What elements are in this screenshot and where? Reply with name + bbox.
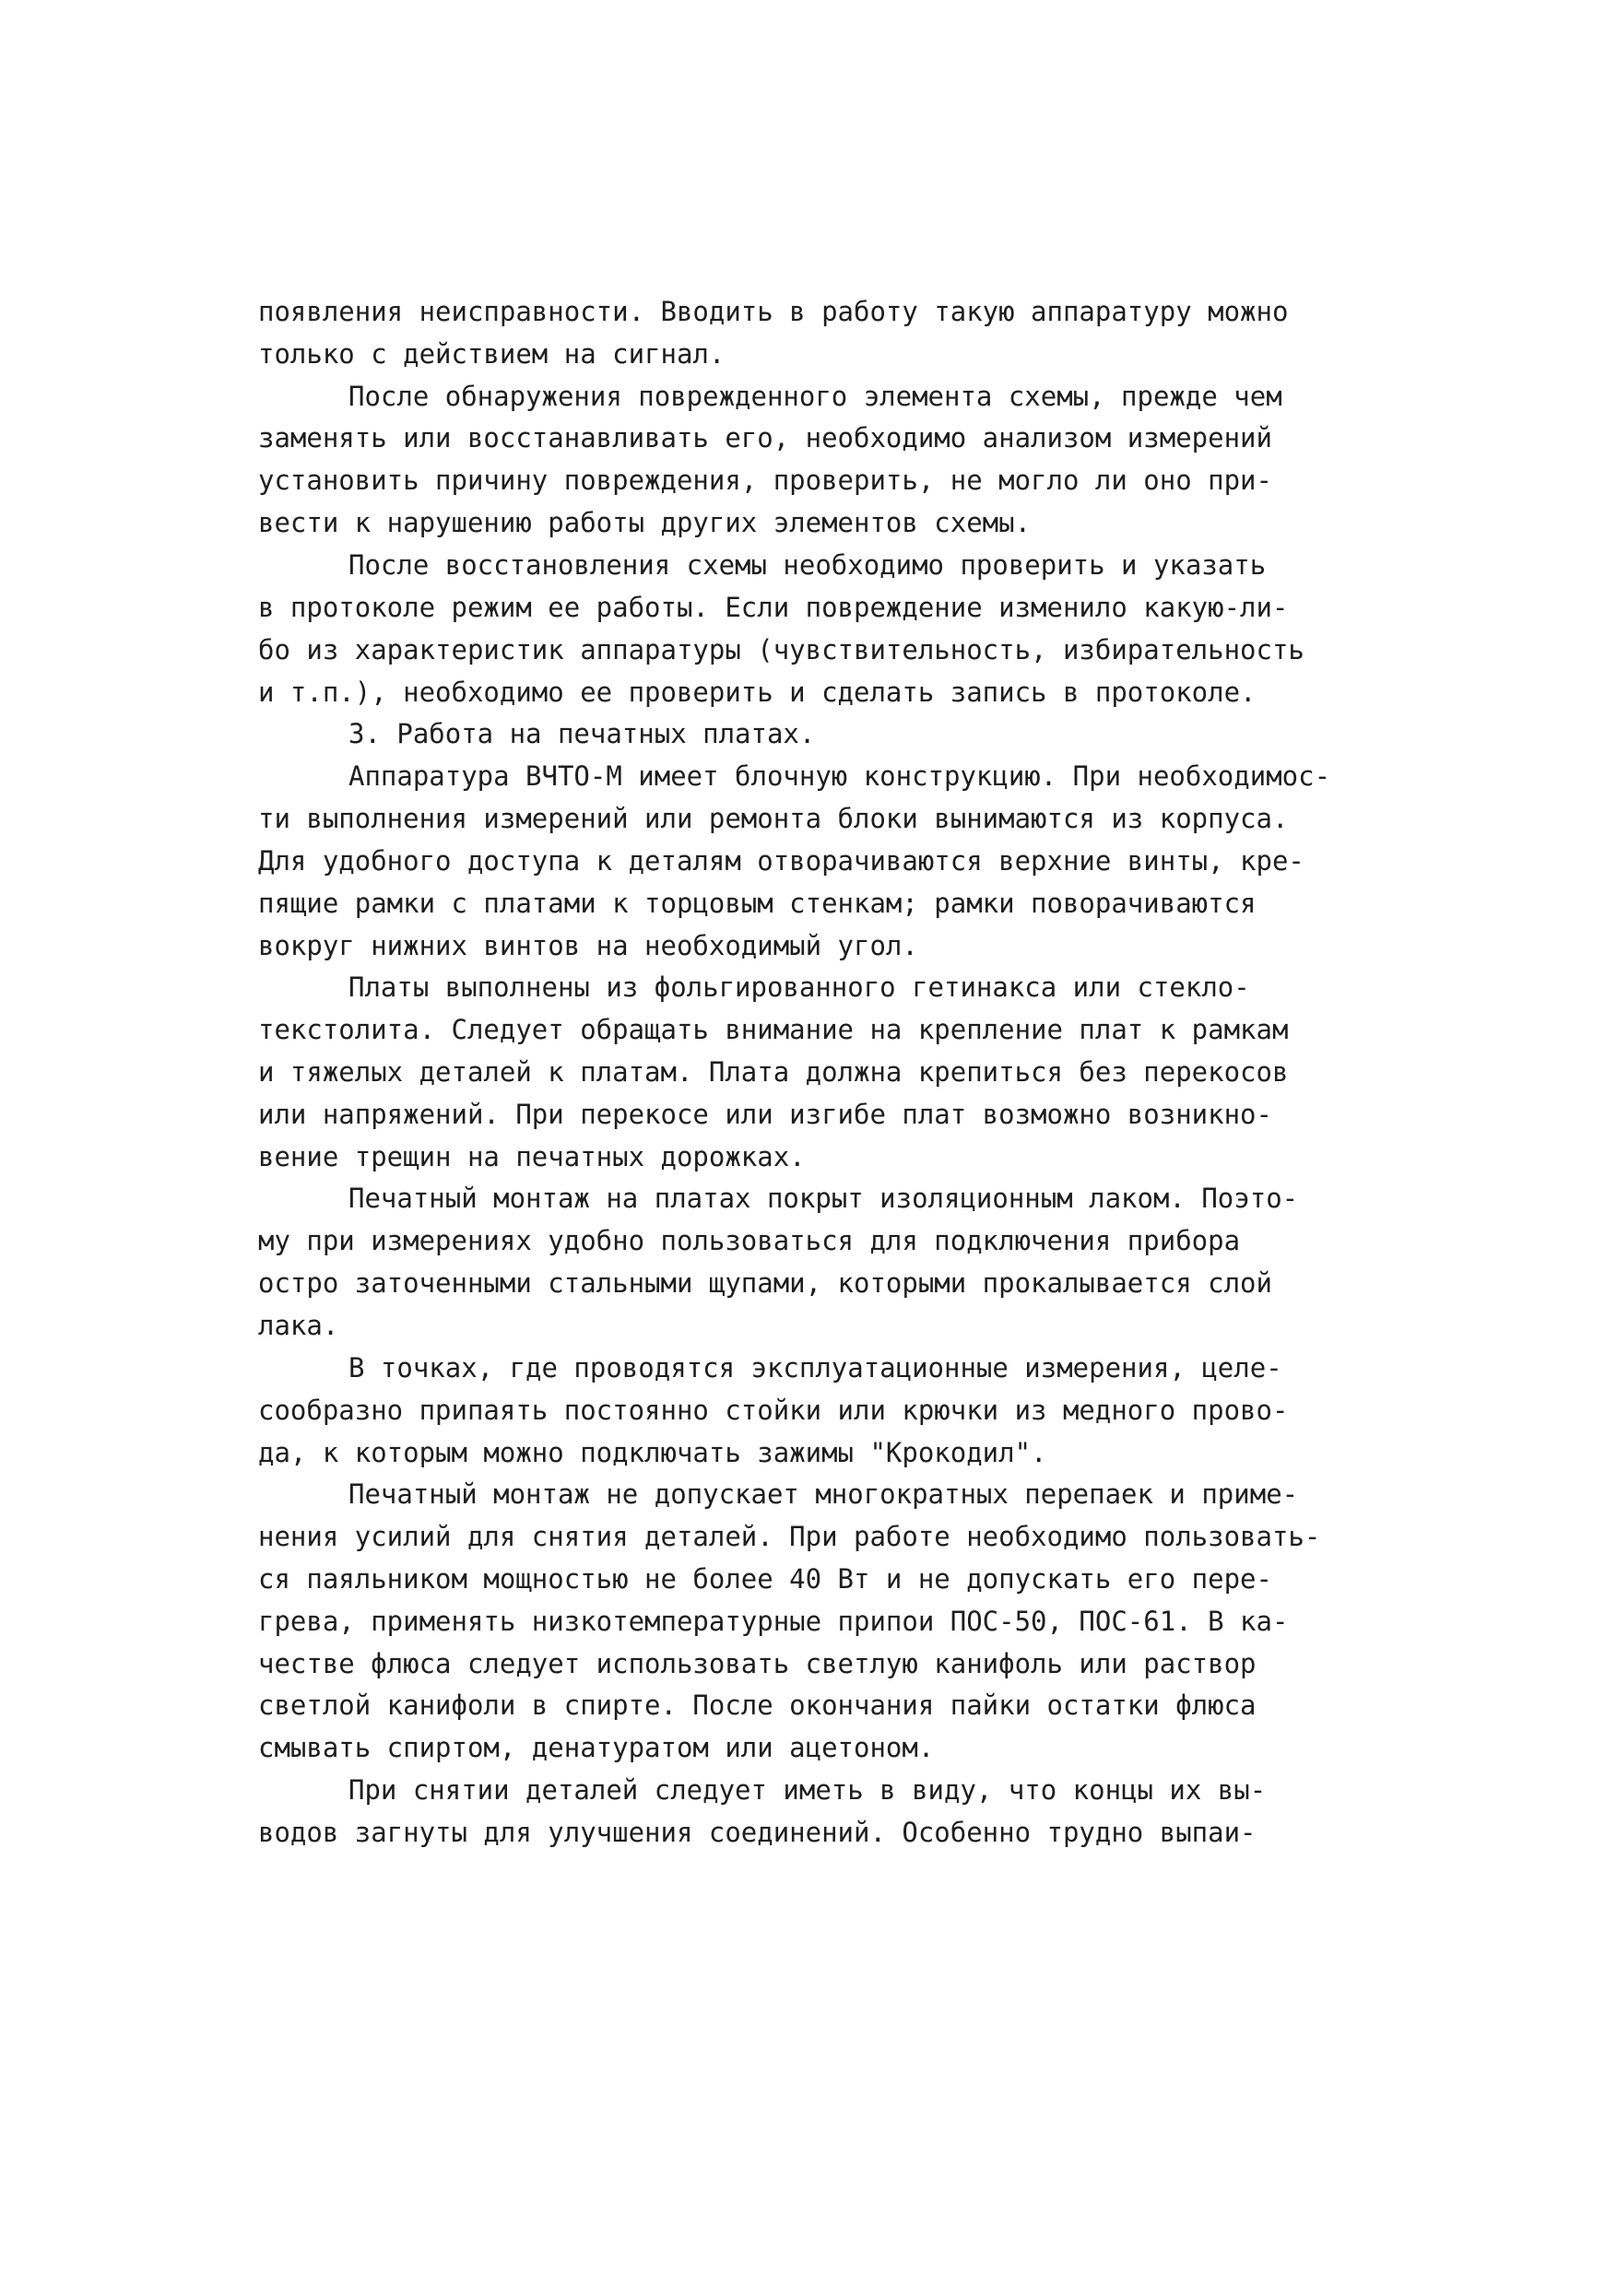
text-line: остро заточенными стальными щупами, которыми прокалывается слой: [258, 1267, 1272, 1299]
text-line: му при измерениях удобно пользоваться для подключения прибора: [258, 1225, 1241, 1256]
text-line: светлой канифоли в спирте. После окончания пайки остатки флюса: [258, 1690, 1257, 1721]
text-line: да, к которым можно подключать зажимы "Крокодил".: [258, 1437, 1047, 1468]
text-line: вокруг нижних винтов на необходимый угол.: [258, 930, 918, 961]
text-line: смывать спиртом, денатуратом или ацетоном.: [258, 1732, 935, 1763]
text-line: вести к нарушению работы других элементов схемы.: [258, 507, 1032, 538]
text-line: и т.п.), необходимо ее проверить и сделать запись в протоколе.: [258, 677, 1257, 708]
text-line: текстолита. Следует обращать внимание на крепление плат к рамкам: [258, 1014, 1289, 1045]
text-line: сообразно припаять постоянно стойки или крючки из медного прово-: [258, 1395, 1289, 1426]
text-line: ся паяльником мощностью не более 40 Вт и не допускать его пере-: [258, 1563, 1272, 1595]
text-line: В точках, где проводятся эксплуатационные измерения, целе-: [348, 1352, 1282, 1383]
text-line: заменять или восстанавливать его, необходимо анализом измерений: [258, 422, 1272, 453]
text-line: грева, применять низкотемпературные припои ПОС-50, ПОС-61. В ка-: [258, 1606, 1289, 1637]
text-line: честве флюса следует использовать светлую канифоль или раствор: [258, 1648, 1257, 1679]
text-line: появления неисправности. Вводить в работу такую аппаратуру можно: [258, 296, 1289, 327]
text-line: и тяжелых деталей к платам. Плата должна крепиться без перекосов: [258, 1056, 1289, 1088]
text-line: Аппаратура ВЧТО-М имеет блочную конструкцию. При необходимос-: [348, 760, 1331, 792]
text-line: Печатный монтаж не допускает многократных перепаек и приме-: [348, 1478, 1299, 1510]
text-line: вение трещин на печатных дорожках.: [258, 1141, 806, 1172]
text-line: После восстановления схемы необходимо проверить и указать: [348, 549, 1267, 581]
text-line: При снятии деталей следует иметь в виду, что концы их вы-: [348, 1774, 1267, 1806]
text-line: нения усилий для снятия деталей. При работе необходимо пользовать-: [258, 1521, 1321, 1552]
text-line: 3. Работа на печатных платах.: [348, 718, 816, 749]
text-line: водов загнуты для улучшения соединений. Особенно трудно выпаи-: [258, 1817, 1257, 1848]
text-line: После обнаружения поврежденного элемента схемы, прежде чем: [348, 381, 1282, 412]
text-line: установить причину повреждения, проверить, не могло ли оно при-: [258, 465, 1272, 496]
text-line: в протоколе режим ее работы. Если повреждение изменило какую-ли-: [258, 592, 1289, 623]
text-line: бо из характеристик аппаратуры (чувствительность, избирательность: [258, 634, 1304, 665]
text-line: Для удобного доступа к деталям отворачиваются верхние винты, кре-: [258, 845, 1304, 877]
text-line: только с действием на сигнал.: [258, 338, 726, 370]
text-line: пящие рамки с платами к торцовым стенкам; рамки поворачиваются: [258, 888, 1257, 919]
text-line: Платы выполнены из фольгированного гетинакса или стекло-: [348, 971, 1250, 1003]
text-line: Печатный монтаж на платах покрыт изоляционным лаком. Поэто-: [348, 1183, 1299, 1214]
text-line: или напряжений. При перекосе или изгибе плат возможно возникно-: [258, 1099, 1272, 1130]
text-line: ти выполнения измерений или ремонта блоки вынимаются из корпуса.: [258, 803, 1289, 834]
text-line: лака.: [258, 1310, 339, 1341]
